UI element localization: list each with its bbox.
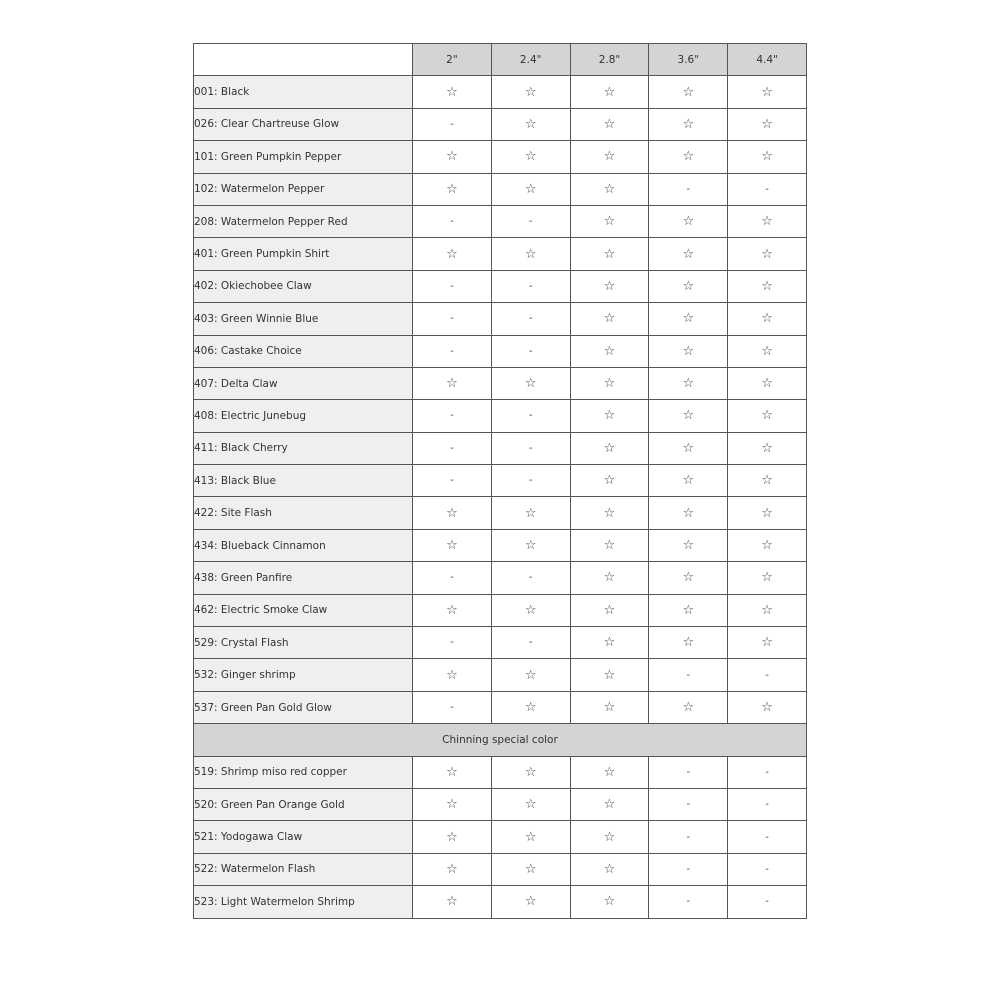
available-star-icon: ☆	[570, 529, 649, 561]
table-row	[194, 756, 807, 788]
available-star-icon: ☆	[491, 108, 570, 140]
available-star-icon: ☆	[570, 173, 649, 205]
available-star-icon: ☆	[570, 141, 649, 173]
available-star-icon: ☆	[570, 821, 649, 853]
available-star-icon: ☆	[413, 886, 492, 918]
available-star-icon: ☆	[728, 432, 807, 464]
unavailable-dash: -	[413, 205, 492, 237]
unavailable-dash: -	[491, 270, 570, 302]
unavailable-dash: -	[491, 465, 570, 497]
available-star-icon: ☆	[728, 303, 807, 335]
available-star-icon: ☆	[570, 691, 649, 723]
available-star-icon: ☆	[570, 627, 649, 659]
available-star-icon: ☆	[570, 270, 649, 302]
size-header: 2.8"	[570, 44, 649, 76]
table-row	[194, 465, 807, 497]
available-star-icon: ☆	[570, 562, 649, 594]
available-star-icon: ☆	[413, 594, 492, 626]
size-header: 2"	[413, 44, 492, 76]
available-star-icon: ☆	[649, 335, 728, 367]
available-star-icon: ☆	[491, 691, 570, 723]
special-colors-body	[194, 756, 807, 918]
available-star-icon: ☆	[570, 853, 649, 885]
unavailable-dash: -	[413, 303, 492, 335]
available-star-icon: ☆	[649, 400, 728, 432]
unavailable-dash: -	[728, 853, 807, 885]
unavailable-dash: -	[649, 173, 728, 205]
color-name-cell: 403: Green Winnie Blue	[194, 303, 413, 335]
unavailable-dash: -	[413, 691, 492, 723]
table-row	[194, 853, 807, 885]
available-star-icon: ☆	[570, 756, 649, 788]
available-star-icon: ☆	[649, 465, 728, 497]
available-star-icon: ☆	[413, 367, 492, 399]
available-star-icon: ☆	[570, 205, 649, 237]
size-header: 2.4"	[491, 44, 570, 76]
available-star-icon: ☆	[649, 367, 728, 399]
section-title: Chinning special color	[194, 724, 807, 756]
available-star-icon: ☆	[413, 238, 492, 270]
unavailable-dash: -	[413, 465, 492, 497]
color-name-cell: 102: Watermelon Pepper	[194, 173, 413, 205]
table-row	[194, 594, 807, 626]
available-star-icon: ☆	[570, 238, 649, 270]
available-star-icon: ☆	[413, 141, 492, 173]
available-star-icon: ☆	[728, 238, 807, 270]
size-header-row	[194, 44, 807, 76]
special-section	[194, 724, 807, 756]
color-name-cell: 434: Blueback Cinnamon	[194, 529, 413, 561]
unavailable-dash: -	[649, 788, 728, 820]
unavailable-dash: -	[728, 788, 807, 820]
available-star-icon: ☆	[728, 205, 807, 237]
available-star-icon: ☆	[649, 303, 728, 335]
table-row	[194, 562, 807, 594]
available-star-icon: ☆	[491, 788, 570, 820]
table-row	[194, 270, 807, 302]
corner-cell	[194, 44, 413, 76]
color-name-cell: 401: Green Pumpkin Shirt	[194, 238, 413, 270]
unavailable-dash: -	[728, 886, 807, 918]
available-star-icon: ☆	[570, 594, 649, 626]
available-star-icon: ☆	[413, 821, 492, 853]
unavailable-dash: -	[649, 853, 728, 885]
available-star-icon: ☆	[649, 497, 728, 529]
available-star-icon: ☆	[728, 335, 807, 367]
available-star-icon: ☆	[649, 627, 728, 659]
regular-colors-body	[194, 76, 807, 724]
available-star-icon: ☆	[570, 497, 649, 529]
table-row	[194, 886, 807, 918]
color-name-cell: 101: Green Pumpkin Pepper	[194, 141, 413, 173]
unavailable-dash: -	[491, 627, 570, 659]
available-star-icon: ☆	[728, 76, 807, 108]
color-name-cell: 520: Green Pan Orange Gold	[194, 788, 413, 820]
unavailable-dash: -	[413, 335, 492, 367]
table-row	[194, 335, 807, 367]
table-row	[194, 76, 807, 108]
table-row	[194, 659, 807, 691]
color-name-cell: 411: Black Cherry	[194, 432, 413, 464]
table-row	[194, 205, 807, 237]
available-star-icon: ☆	[491, 367, 570, 399]
available-star-icon: ☆	[728, 108, 807, 140]
unavailable-dash: -	[728, 659, 807, 691]
unavailable-dash: -	[491, 562, 570, 594]
table-row	[194, 108, 807, 140]
table-row	[194, 497, 807, 529]
available-star-icon: ☆	[570, 303, 649, 335]
available-star-icon: ☆	[649, 270, 728, 302]
available-star-icon: ☆	[491, 853, 570, 885]
available-star-icon: ☆	[570, 335, 649, 367]
color-name-cell: 537: Green Pan Gold Glow	[194, 691, 413, 723]
available-star-icon: ☆	[491, 756, 570, 788]
available-star-icon: ☆	[570, 886, 649, 918]
color-name-cell: 523: Light Watermelon Shrimp	[194, 886, 413, 918]
color-name-cell: 208: Watermelon Pepper Red	[194, 205, 413, 237]
available-star-icon: ☆	[728, 367, 807, 399]
table-row	[194, 238, 807, 270]
available-star-icon: ☆	[649, 141, 728, 173]
unavailable-dash: -	[413, 270, 492, 302]
unavailable-dash: -	[649, 756, 728, 788]
available-star-icon: ☆	[570, 432, 649, 464]
unavailable-dash: -	[491, 432, 570, 464]
available-star-icon: ☆	[728, 562, 807, 594]
available-star-icon: ☆	[491, 238, 570, 270]
color-name-cell: 408: Electric Junebug	[194, 400, 413, 432]
color-name-cell: 462: Electric Smoke Claw	[194, 594, 413, 626]
available-star-icon: ☆	[649, 238, 728, 270]
available-star-icon: ☆	[491, 594, 570, 626]
table-row	[194, 400, 807, 432]
unavailable-dash: -	[491, 205, 570, 237]
section-header-row	[194, 724, 807, 756]
available-star-icon: ☆	[413, 76, 492, 108]
available-star-icon: ☆	[728, 497, 807, 529]
color-name-cell: 522: Watermelon Flash	[194, 853, 413, 885]
available-star-icon: ☆	[491, 659, 570, 691]
color-name-cell: 521: Yodogawa Claw	[194, 821, 413, 853]
color-name-cell: 422: Site Flash	[194, 497, 413, 529]
table-row	[194, 529, 807, 561]
available-star-icon: ☆	[649, 594, 728, 626]
table-row	[194, 303, 807, 335]
color-name-cell: 406: Castake Choice	[194, 335, 413, 367]
unavailable-dash: -	[728, 756, 807, 788]
available-star-icon: ☆	[491, 529, 570, 561]
available-star-icon: ☆	[649, 562, 728, 594]
available-star-icon: ☆	[491, 141, 570, 173]
color-name-cell: 519: Shrimp miso red copper	[194, 756, 413, 788]
available-star-icon: ☆	[413, 497, 492, 529]
table-row	[194, 627, 807, 659]
color-name-cell: 001: Black	[194, 76, 413, 108]
unavailable-dash: -	[491, 335, 570, 367]
table-row	[194, 432, 807, 464]
available-star-icon: ☆	[413, 756, 492, 788]
available-star-icon: ☆	[570, 465, 649, 497]
available-star-icon: ☆	[728, 529, 807, 561]
unavailable-dash: -	[649, 659, 728, 691]
available-star-icon: ☆	[570, 367, 649, 399]
unavailable-dash: -	[413, 400, 492, 432]
table-row	[194, 173, 807, 205]
available-star-icon: ☆	[728, 400, 807, 432]
available-star-icon: ☆	[570, 659, 649, 691]
available-star-icon: ☆	[413, 529, 492, 561]
available-star-icon: ☆	[413, 853, 492, 885]
color-name-cell: 026: Clear Chartreuse Glow	[194, 108, 413, 140]
color-name-cell: 407: Delta Claw	[194, 367, 413, 399]
available-star-icon: ☆	[413, 173, 492, 205]
color-name-cell: 413: Black Blue	[194, 465, 413, 497]
size-header: 3.6"	[649, 44, 728, 76]
available-star-icon: ☆	[649, 691, 728, 723]
available-star-icon: ☆	[649, 432, 728, 464]
available-star-icon: ☆	[570, 400, 649, 432]
unavailable-dash: -	[728, 821, 807, 853]
available-star-icon: ☆	[491, 821, 570, 853]
color-name-cell: 532: Ginger shrimp	[194, 659, 413, 691]
color-name-cell: 529: Crystal Flash	[194, 627, 413, 659]
available-star-icon: ☆	[728, 270, 807, 302]
unavailable-dash: -	[491, 400, 570, 432]
available-star-icon: ☆	[570, 76, 649, 108]
available-star-icon: ☆	[728, 627, 807, 659]
unavailable-dash: -	[491, 303, 570, 335]
size-header: 4.4"	[728, 44, 807, 76]
unavailable-dash: -	[413, 562, 492, 594]
available-star-icon: ☆	[491, 173, 570, 205]
color-name-cell: 438: Green Panfire	[194, 562, 413, 594]
unavailable-dash: -	[413, 108, 492, 140]
unavailable-dash: -	[413, 627, 492, 659]
available-star-icon: ☆	[728, 594, 807, 626]
available-star-icon: ☆	[649, 205, 728, 237]
available-star-icon: ☆	[649, 529, 728, 561]
available-star-icon: ☆	[570, 108, 649, 140]
available-star-icon: ☆	[570, 788, 649, 820]
unavailable-dash: -	[649, 821, 728, 853]
available-star-icon: ☆	[491, 76, 570, 108]
color-name-cell: 402: Okiechobee Claw	[194, 270, 413, 302]
available-star-icon: ☆	[491, 497, 570, 529]
table-row	[194, 821, 807, 853]
table-row	[194, 367, 807, 399]
available-star-icon: ☆	[413, 659, 492, 691]
unavailable-dash: -	[413, 432, 492, 464]
available-star-icon: ☆	[649, 108, 728, 140]
available-star-icon: ☆	[728, 141, 807, 173]
table-row	[194, 788, 807, 820]
available-star-icon: ☆	[413, 788, 492, 820]
table-row	[194, 141, 807, 173]
table-row	[194, 691, 807, 723]
unavailable-dash: -	[728, 173, 807, 205]
available-star-icon: ☆	[728, 465, 807, 497]
available-star-icon: ☆	[491, 886, 570, 918]
available-star-icon: ☆	[728, 691, 807, 723]
unavailable-dash: -	[649, 886, 728, 918]
available-star-icon: ☆	[649, 76, 728, 108]
color-availability-table	[193, 43, 807, 919]
